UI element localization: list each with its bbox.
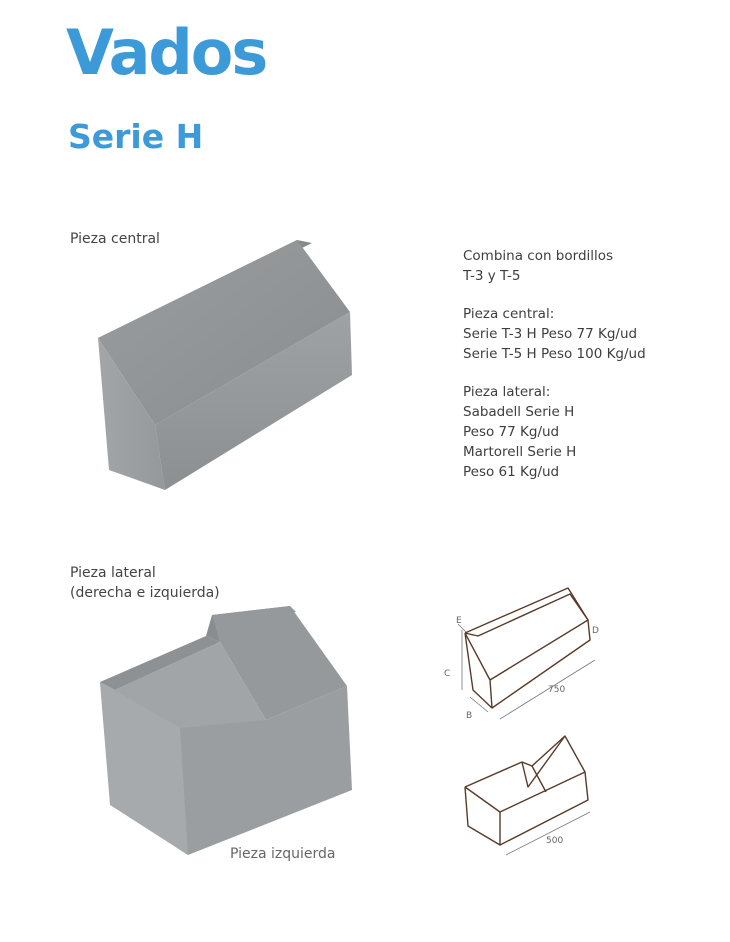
diagram-label-b: B — [466, 711, 473, 721]
diagram-label-e: E — [456, 616, 462, 626]
page-subtitle: Serie H — [68, 117, 204, 156]
info-lateral: Pieza lateral: Sabadell Serie H Peso 77 Kg/ud Martorell Serie H Peso 61 Kg/ud — [463, 384, 577, 480]
diagram-label-d: D — [592, 626, 599, 636]
info-central: Pieza central: Serie T-3 H Peso 77 Kg/ud Serie T-5 H Peso 100 Kg/ud — [463, 306, 646, 362]
diagram-length-500: 500 — [546, 836, 564, 846]
lateral-piece-caption: Pieza lateral (derecha e izquierda) — [70, 565, 220, 601]
info-combina: Combina con bordillos T-3 y T-5 — [463, 248, 614, 284]
diagram-length-750: 750 — [548, 685, 566, 695]
central-piece-caption: Pieza central — [70, 231, 160, 247]
page-title: Vados — [66, 16, 267, 89]
diagram-label-c: C — [444, 669, 451, 679]
left-piece-caption: Pieza izquierda — [230, 846, 336, 862]
